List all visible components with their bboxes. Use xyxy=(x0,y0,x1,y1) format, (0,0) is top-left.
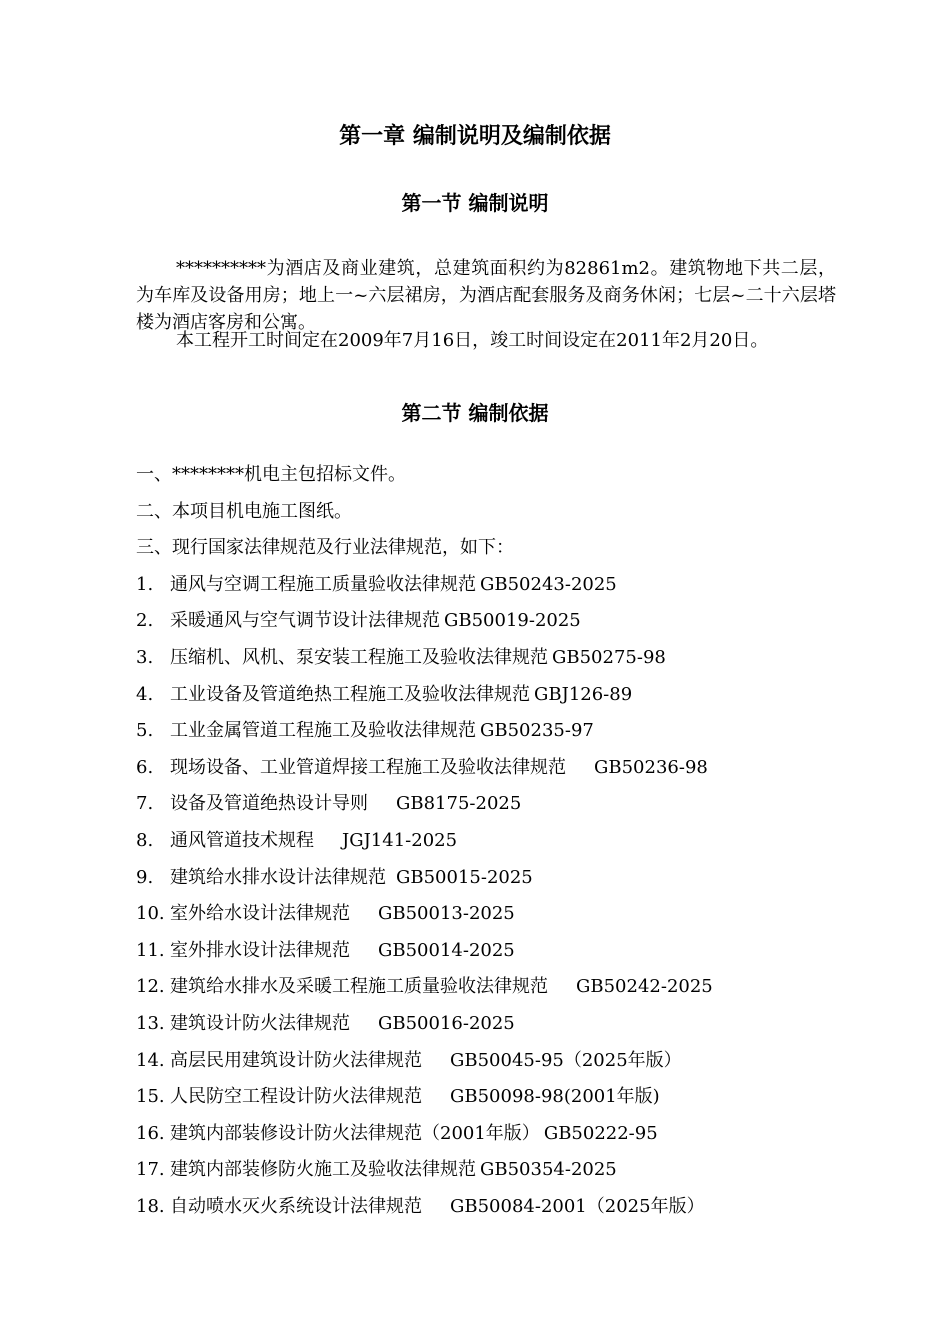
standard-item xyxy=(136,900,856,937)
standard-item xyxy=(136,1120,856,1157)
standard-code: GB50222-95 xyxy=(543,1122,658,1144)
standards-list xyxy=(136,571,856,1230)
standard-number: 5. xyxy=(136,720,154,742)
paragraph-project-overview: **********为酒店及商业建筑，总建筑面积约为82861m2。建筑物地下共二层，为车库及设备用房；地上一~六层裙房，为酒店配套服务及商务休闲；七层~二十六层塔楼为酒店客房和公寓。 xyxy=(136,258,836,333)
standard-name: 采暖通风与空气调节设计法律规范 xyxy=(170,610,440,632)
basis-list xyxy=(136,461,856,571)
standard-number: 9. xyxy=(136,866,154,888)
standard-code: GB50243-2025 xyxy=(480,573,617,595)
section-title-compilation-notes: 第一节 编制说明 xyxy=(401,191,549,215)
standard-number: 11. xyxy=(136,939,165,961)
standard-name: 现场设备、工业管道焊接工程施工及验收法律规范 xyxy=(170,756,566,778)
standard-code: GB50013-2025 xyxy=(378,903,515,925)
standard-number: 15. xyxy=(136,1086,165,1108)
standard-number: 16. xyxy=(136,1122,165,1144)
standard-name: 建筑给水排水设计法律规范 xyxy=(170,866,386,888)
standard-number: 18. xyxy=(136,1195,165,1217)
standard-code: GB50015-2025 xyxy=(396,866,533,888)
standard-item xyxy=(136,1193,856,1230)
standard-name: 建筑内部装修设计防火法律规范（2001年版） xyxy=(170,1122,540,1144)
standard-code: GB50016-2025 xyxy=(378,1012,515,1034)
standard-item xyxy=(136,1083,856,1120)
standard-item xyxy=(136,571,856,608)
standard-name: 通风管道技术规程 xyxy=(170,829,314,851)
basis-item-standards-intro: 三、现行国家法律规范及行业法律规范，如下： xyxy=(136,537,514,559)
standard-number: 14. xyxy=(136,1049,165,1071)
standard-number: 17. xyxy=(136,1159,165,1181)
standard-code: GB50084-2001（2025年版） xyxy=(450,1195,705,1217)
standard-number: 6. xyxy=(136,756,154,778)
standard-code: GB50236-98 xyxy=(594,756,708,778)
standard-code: JGJ141-2025 xyxy=(342,829,458,851)
standard-item xyxy=(136,1010,856,1047)
standard-code: GB8175-2025 xyxy=(396,793,522,815)
standard-number: 1. xyxy=(136,573,154,595)
standard-name: 工业设备及管道绝热工程施工及验收法律规范 xyxy=(170,683,530,705)
standard-item xyxy=(136,827,856,864)
standard-item xyxy=(136,607,856,644)
standard-item xyxy=(136,790,856,827)
standard-item xyxy=(136,754,856,791)
standard-number: 12. xyxy=(136,976,165,998)
basis-item-drawings: 二、本项目机电施工图纸。 xyxy=(136,500,352,522)
standard-number: 10. xyxy=(136,903,165,925)
standard-code: GB50242-2025 xyxy=(576,976,713,998)
standard-name: 建筑内部装修防火施工及验收法律规范 xyxy=(170,1159,476,1181)
standard-name: 高层民用建筑设计防火法律规范 xyxy=(170,1049,422,1071)
standard-code: GB50275-98 xyxy=(552,646,666,668)
standard-item xyxy=(136,937,856,974)
standard-number: 7. xyxy=(136,793,154,815)
standard-number: 3. xyxy=(136,646,154,668)
basis-item-tender-docs: 一、********机电主包招标文件。 xyxy=(136,464,406,485)
standard-item xyxy=(136,717,856,754)
standard-item xyxy=(136,681,856,718)
standard-item xyxy=(136,1047,856,1084)
standard-number: 2. xyxy=(136,610,154,632)
standard-name: 建筑给水排水及采暖工程施工质量验收法律规范 xyxy=(170,976,548,998)
standard-code: GB50235-97 xyxy=(480,720,594,742)
standard-number: 13. xyxy=(136,1012,165,1034)
standard-code: GB50045-95（2025年版） xyxy=(450,1049,682,1071)
standard-item xyxy=(136,864,856,901)
standard-code: GB50014-2025 xyxy=(378,939,515,961)
standard-item xyxy=(136,644,856,681)
standard-item xyxy=(136,973,856,1010)
standard-code: GB50019-2025 xyxy=(444,610,581,632)
standard-name: 人民防空工程设计防火法律规范 xyxy=(170,1086,422,1108)
chapter-title: 第一章 编制说明及编制依据 xyxy=(339,124,611,149)
paragraph-schedule: 本工程开工时间定在2009年7月16日，竣工时间设定在2011年2月20日。 xyxy=(176,330,769,351)
standard-name: 自动喷水灭火系统设计法律规范 xyxy=(170,1195,422,1217)
standard-code: GB50354-2025 xyxy=(480,1159,617,1181)
standard-name: 设备及管道绝热设计导则 xyxy=(170,793,368,815)
standard-item xyxy=(136,1156,856,1193)
standard-name: 建筑设计防火法律规范 xyxy=(170,1012,350,1034)
standard-name: 工业金属管道工程施工及验收法律规范 xyxy=(170,720,476,742)
standard-name: 通风与空调工程施工质量验收法律规范 xyxy=(170,573,476,595)
section-title-compilation-basis: 第二节 编制依据 xyxy=(401,401,549,425)
standard-name: 室外给水设计法律规范 xyxy=(170,903,350,925)
standard-name: 压缩机、风机、泵安装工程施工及验收法律规范 xyxy=(170,646,548,668)
standard-number: 8. xyxy=(136,829,154,851)
standard-code: GBJ126-89 xyxy=(534,683,633,705)
standard-name: 室外排水设计法律规范 xyxy=(170,939,350,961)
standard-number: 4. xyxy=(136,683,154,705)
standard-code: GB50098-98(2001年版) xyxy=(450,1086,660,1108)
